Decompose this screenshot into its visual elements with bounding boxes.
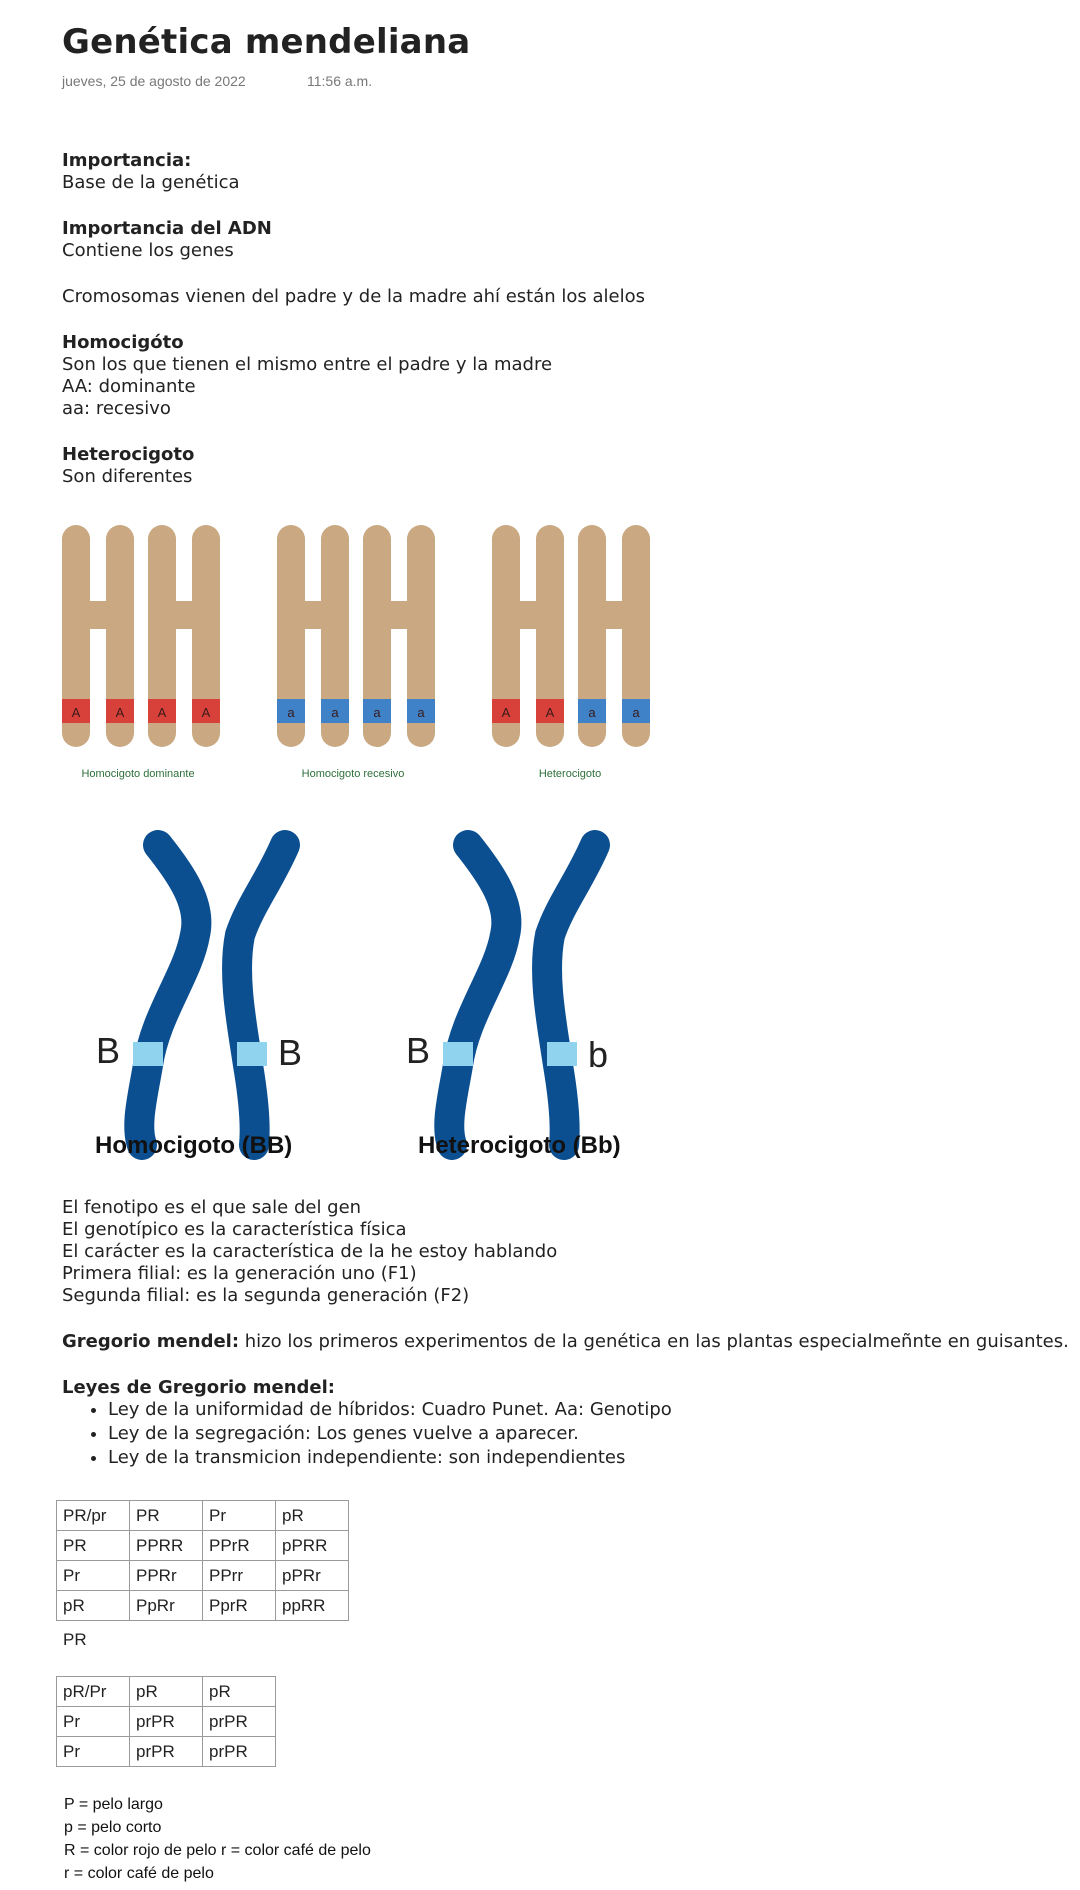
table-row (57, 1531, 349, 1561)
heterocigoto-text: Son diferentes (62, 466, 193, 487)
allele-letter: a (373, 705, 381, 720)
table-cell: PPrR (203, 1531, 276, 1561)
allele-letter: A (501, 705, 511, 720)
chromosome-left (449, 845, 506, 1145)
table-cell: PpRr (130, 1591, 203, 1621)
table-cell: pR (203, 1677, 276, 1707)
allele-letter: a (287, 705, 295, 720)
punnett-table-1 (56, 1500, 349, 1621)
leyes-list (62, 1398, 672, 1470)
legend-line-4: r = color café de pelo (64, 1865, 214, 1882)
def-line-4: Primera filial: es la generación uno (F1) (62, 1263, 417, 1284)
gene-band-left (443, 1042, 473, 1066)
adn-text: Contiene los genes (62, 240, 234, 261)
list-item: • Ley de la transmicion independiente: son independientes (108, 1446, 672, 1470)
adn-heading: Importancia del ADN (62, 218, 272, 239)
importancia-text: Base de la genética (62, 172, 240, 193)
figure-label: Homocigoto recesivo (301, 768, 405, 780)
mendel-paragraph (62, 1331, 1069, 1353)
chromosome-pair-group (277, 525, 435, 780)
centromere (506, 601, 550, 629)
importancia-heading: Importancia: (62, 150, 192, 171)
table-cell: pR (130, 1677, 203, 1707)
chromosome-pair-group (62, 525, 220, 780)
allele-letter: A (115, 705, 125, 720)
def-line-5: Segunda filial: es la segunda generación (F2) (62, 1285, 470, 1306)
table-cell: PPRR (130, 1531, 203, 1561)
caption-heterocigoto: Heterocigoto (Bb) (418, 1132, 621, 1159)
allele-letter: a (417, 705, 425, 720)
list-item: • Ley de la segregación: Los genes vuelve a aparecer. (108, 1422, 672, 1446)
homocigoto-line-1: Son los que tienen el mismo entre el padre y la madre (62, 354, 553, 375)
table-row (57, 1677, 276, 1707)
mendel-label: Gregorio mendel: (62, 1331, 240, 1352)
page-time: 11:56 a.m. (307, 73, 373, 89)
chromosome-pairs-figure (60, 515, 700, 795)
legend-line-1: P = pelo largo (64, 1796, 163, 1813)
heterocigoto-heading: Heterocigoto (62, 444, 195, 465)
table-row (57, 1561, 349, 1591)
table-cell: pR (57, 1591, 130, 1621)
table-cell: ppRR (276, 1591, 349, 1621)
centromere (592, 601, 636, 629)
table-cell: Pr (203, 1501, 276, 1531)
table-cell: PPrr (203, 1561, 276, 1591)
table-row (57, 1707, 276, 1737)
allele-letter: a (632, 705, 640, 720)
chromosome-pair-heterocigoto (406, 845, 608, 1145)
table-cell: PR (130, 1501, 203, 1531)
table-cell: PprR (203, 1591, 276, 1621)
homocigoto-heading: Homocigóto (62, 332, 184, 353)
def-line-2: El genotípico es la característica física (62, 1219, 407, 1240)
allele-letter: a (331, 705, 339, 720)
table-cell: PR/pr (57, 1501, 130, 1531)
legend-line-3: R = color rojo de pelo r = color café de pelo (64, 1842, 371, 1859)
table-cell: prPR (203, 1737, 276, 1767)
centromere (76, 601, 120, 629)
table-1-note: PR (63, 1630, 87, 1649)
list-item: • Ley de la uniformidad de híbridos: Cuadro Punet. Aa: Genotipo (108, 1398, 672, 1422)
allele-label-right-2: b (588, 1034, 609, 1075)
allele-letter: A (545, 705, 555, 720)
table-cell: prPR (130, 1737, 203, 1767)
chromosome-left (139, 845, 196, 1145)
centromere (377, 601, 421, 629)
allele-label-left-1: B (96, 1030, 121, 1071)
table-cell: prPR (130, 1707, 203, 1737)
chromosome-right (547, 845, 595, 1145)
page-date: jueves, 25 de agosto de 2022 (62, 73, 246, 89)
table-cell: Pr (57, 1707, 130, 1737)
table-cell: pR/Pr (57, 1677, 130, 1707)
chromosome-pair-homocigoto (96, 845, 302, 1145)
centromere (291, 601, 335, 629)
table-cell: Pr (57, 1561, 130, 1591)
table-cell: PR (57, 1531, 130, 1561)
allele-label-left-2: B (278, 1032, 303, 1073)
table-row (57, 1501, 349, 1531)
gene-band-right (547, 1042, 577, 1066)
centromere (162, 601, 206, 629)
gene-band-right (237, 1042, 267, 1066)
table-cell: pR (276, 1501, 349, 1531)
page-title: Genética mendeliana (62, 22, 471, 62)
leyes-heading: Leyes de Gregorio mendel: (62, 1377, 335, 1398)
gene-band-left (133, 1042, 163, 1066)
table-cell: pPRR (276, 1531, 349, 1561)
table-cell: Pr (57, 1737, 130, 1767)
allele-label-right-1: B (406, 1030, 431, 1071)
chromosome-right (237, 845, 285, 1145)
caption-homocigoto: Homocigoto (BB) (95, 1132, 293, 1159)
table-row (57, 1591, 349, 1621)
punnett-table-2 (56, 1676, 276, 1767)
legend-line-2: p = pelo corto (64, 1819, 162, 1836)
cromosomas-text: Cromosomas vienen del padre y de la madre ahí están los alelos (62, 286, 646, 307)
def-line-1: El fenotipo es el que sale del gen (62, 1197, 362, 1218)
allele-letter: a (588, 705, 596, 720)
figure-label: Homocigoto dominante (81, 768, 195, 780)
table-cell: pPRr (276, 1561, 349, 1591)
chromosome-pair-group (492, 525, 650, 780)
table-cell: PPRr (130, 1561, 203, 1591)
figure-label: Heterocigoto (538, 768, 602, 780)
def-line-3: El carácter es la característica de la he estoy hablando (62, 1241, 558, 1262)
homo-hetero-chromosome-figure (70, 825, 670, 1170)
allele-letter: A (157, 705, 167, 720)
table-row (57, 1737, 276, 1767)
homocigoto-line-3: aa: recesivo (62, 398, 171, 419)
mendel-text: hizo los primeros experimentos de la genética en las plantas especialmeñnte en guisantes. (239, 1331, 1069, 1352)
allele-letter: A (201, 705, 211, 720)
homocigoto-line-2: AA: dominante (62, 376, 196, 397)
table-cell: prPR (203, 1707, 276, 1737)
allele-letter: A (71, 705, 81, 720)
